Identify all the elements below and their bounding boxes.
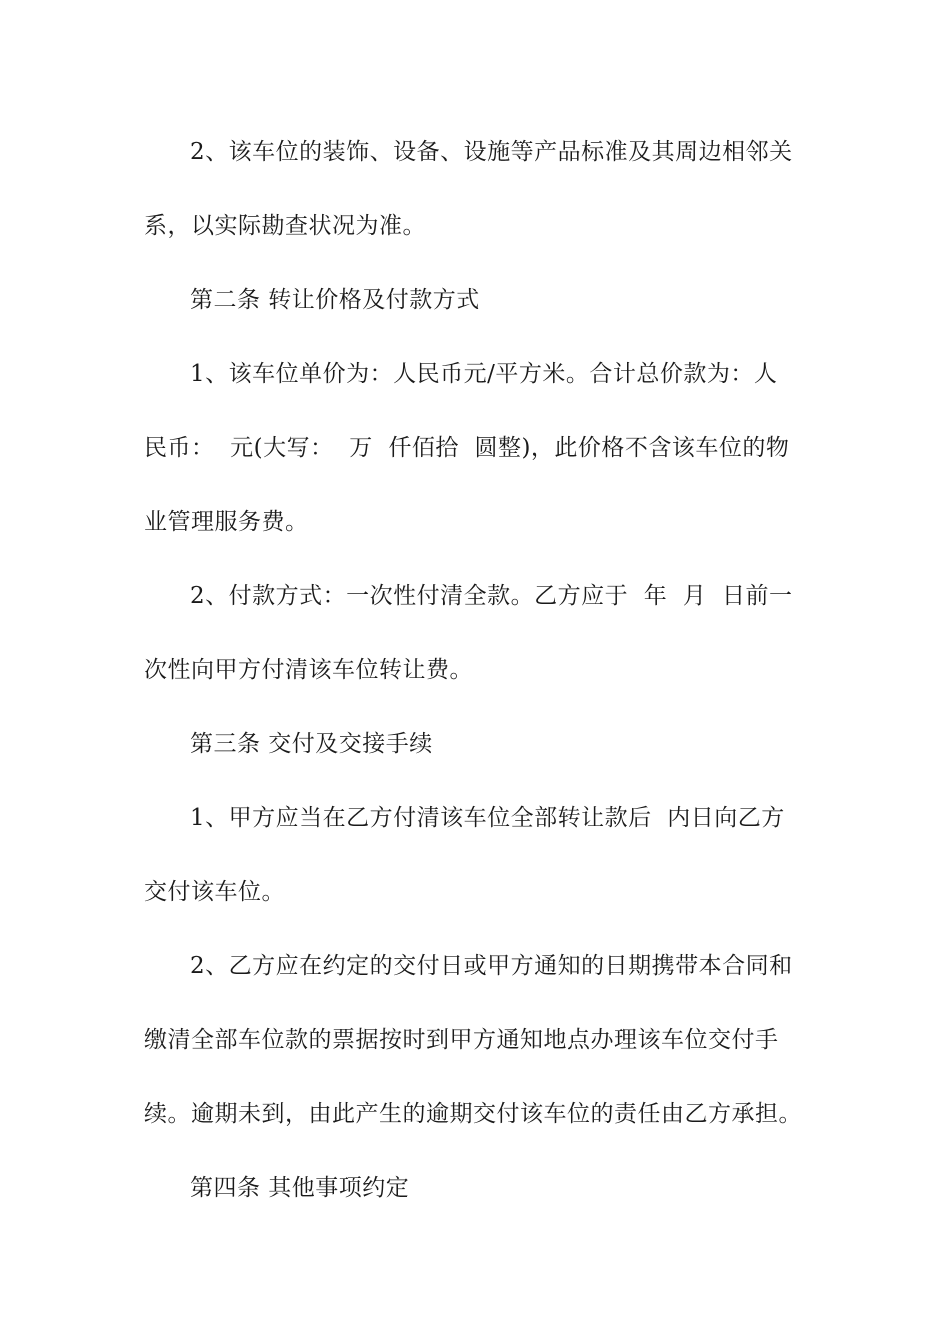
article-4-heading: 第四条 其他事项约定 (190, 1175, 410, 1201)
article-2-item-2-line-1: 2、付款方式：一次性付清全款。乙方应于 年 月 日前一 (190, 583, 793, 609)
article-2-item-2-line-2: 次性向甲方付清该车位转让费。 (144, 657, 473, 683)
article-3-item-1-line-2: 交付该车位。 (144, 879, 285, 905)
article-3-item-1-line-1: 1、甲方应当在乙方付清该车位全部转让款后 内日向乙方 (190, 805, 785, 831)
article-3-item-2-line-2: 缴清全部车位款的票据按时到甲方通知地点办理该车位交付手 (144, 1027, 779, 1053)
article-3-item-2-line-3: 续。逾期未到，由此产生的逾期交付该车位的责任由乙方承担。 (144, 1101, 802, 1127)
article-2-item-1-line-2: 民币： 元(大写： 万 仟佰拾 圆整)，此价格不含该车位的物 (144, 435, 790, 461)
article-2-item-1-line-1: 1、该车位单价为：人民币元/平方米。合计总价款为：人 (190, 361, 778, 387)
article-3-heading: 第三条 交付及交接手续 (190, 731, 433, 757)
article-2-heading: 第二条 转让价格及付款方式 (190, 287, 480, 313)
article-3-item-2-line-1: 2、乙方应在约定的交付日或甲方通知的日期携带本合同和 (190, 953, 793, 979)
article-2-item-1-line-3: 业管理服务费。 (144, 509, 309, 535)
clause-2-1-line-1: 2、该车位的装饰、设备、设施等产品标准及其周边相邻关 (190, 139, 793, 165)
clause-2-1-line-2: 系，以实际勘查状况为准。 (144, 213, 426, 239)
